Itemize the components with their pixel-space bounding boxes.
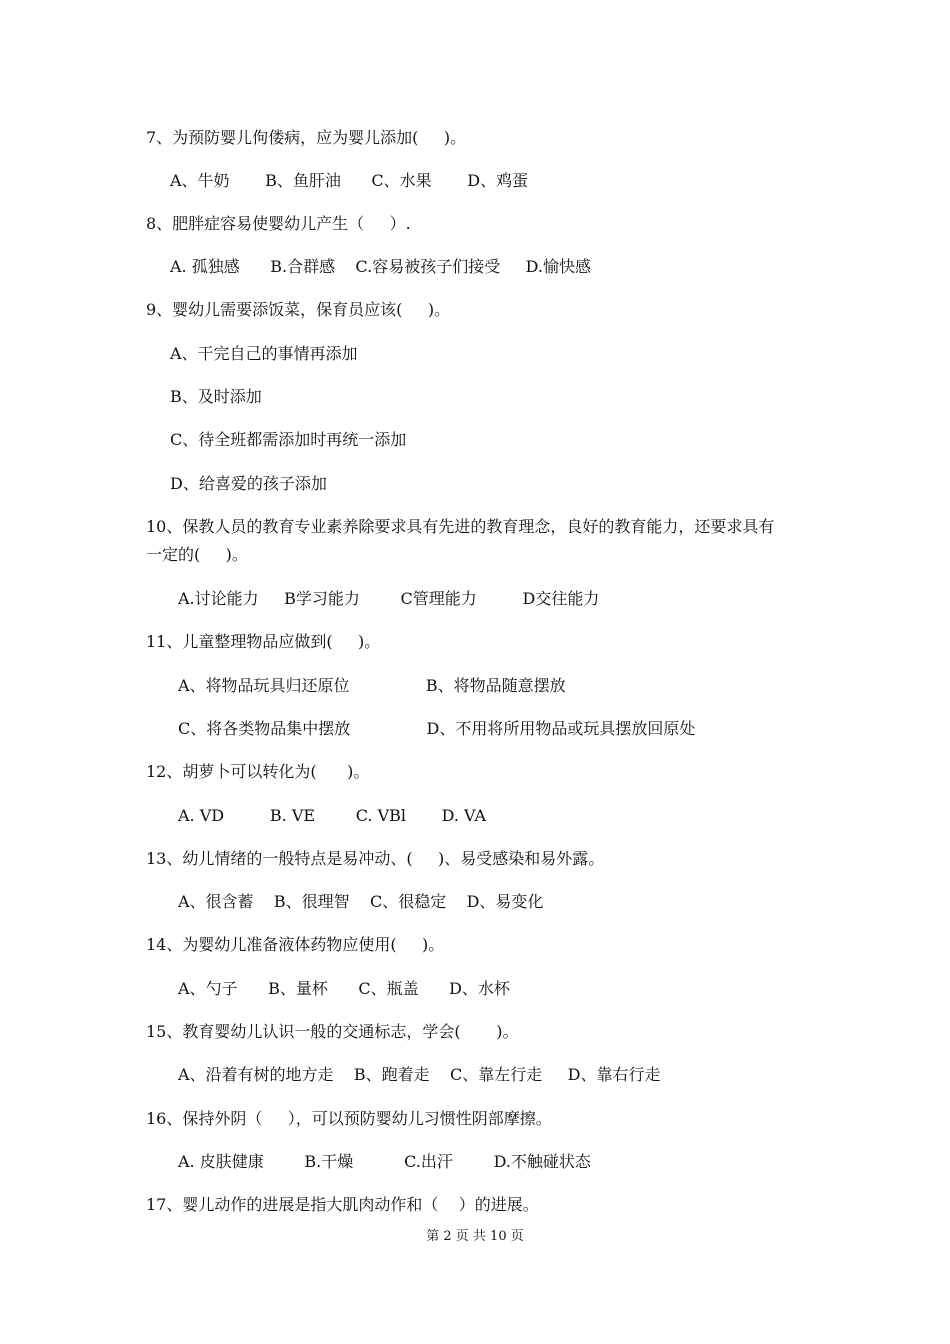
question-17-stem: 17、婴儿动作的进展是指大肌肉动作和（ ）的进展。 xyxy=(146,1195,539,1214)
question-10-stem-cont: 一定的( )。 xyxy=(146,545,248,564)
question-9-option-a: A、干完自己的事情再添加 xyxy=(170,344,358,363)
question-7-options: A、牛奶 B、鱼肝油 C、水果 D、鸡蛋 xyxy=(170,171,529,190)
question-7-stem: 7、为预防婴儿佝偻病，应为婴儿添加( )。 xyxy=(146,128,467,147)
question-8-stem: 8、肥胖症容易使婴幼儿产生（ ）. xyxy=(146,214,411,233)
question-16-options: A. 皮肤健康 B.干燥 C.出汗 D.不触碰状态 xyxy=(178,1152,591,1171)
question-15-stem: 15、教育婴幼儿认识一般的交通标志，学会( )。 xyxy=(146,1022,519,1041)
question-13-stem: 13、幼儿情绪的一般特点是易冲动、( )、易受感染和易外露。 xyxy=(146,849,605,868)
question-14-options: A、勺子 B、量杯 C、瓶盖 D、水杯 xyxy=(178,979,510,998)
question-14-stem: 14、为婴幼儿准备液体药物应使用( )。 xyxy=(146,935,445,954)
question-12-options: A. VD B. VE C. VBl D. VA xyxy=(178,806,487,825)
question-9-stem: 9、婴幼儿需要添饭菜，保育员应该( )。 xyxy=(146,300,451,319)
question-9-option-c: C、待全班都需添加时再统一添加 xyxy=(170,430,407,449)
question-8-options: A. 孤独感 B.合群感 C.容易被孩子们接受 D.愉快感 xyxy=(170,257,591,276)
question-16-stem: 16、保持外阴（ ），可以预防婴幼儿习惯性阴部摩擦。 xyxy=(146,1109,552,1128)
question-10-stem: 10、保教人员的教育专业素养除要求具有先进的教育理念，良好的教育能力，还要求具有 xyxy=(146,517,775,536)
question-11-options-1: A、将物品玩具归还原位 B、将物品随意摆放 xyxy=(178,676,566,695)
page-footer: 第 2 页 共 10 页 xyxy=(426,1229,524,1244)
question-11-options-2: C、将各类物品集中摆放 D、不用将所用物品或玩具摆放回原处 xyxy=(178,719,696,738)
question-10-options: A.讨论能力 B学习能力 C管理能力 D交往能力 xyxy=(178,589,600,608)
question-11-stem: 11、儿童整理物品应做到( )。 xyxy=(146,632,381,651)
question-9-option-d: D、给喜爱的孩子添加 xyxy=(170,474,327,493)
question-12-stem: 12、胡萝卜可以转化为( )。 xyxy=(146,762,370,781)
question-9-option-b: B、及时添加 xyxy=(170,387,262,406)
question-13-options: A、很含蓄 B、很理智 C、很稳定 D、易变化 xyxy=(178,892,544,911)
question-15-options: A、沿着有树的地方走 B、跑着走 C、靠左行走 D、靠右行走 xyxy=(178,1065,661,1084)
